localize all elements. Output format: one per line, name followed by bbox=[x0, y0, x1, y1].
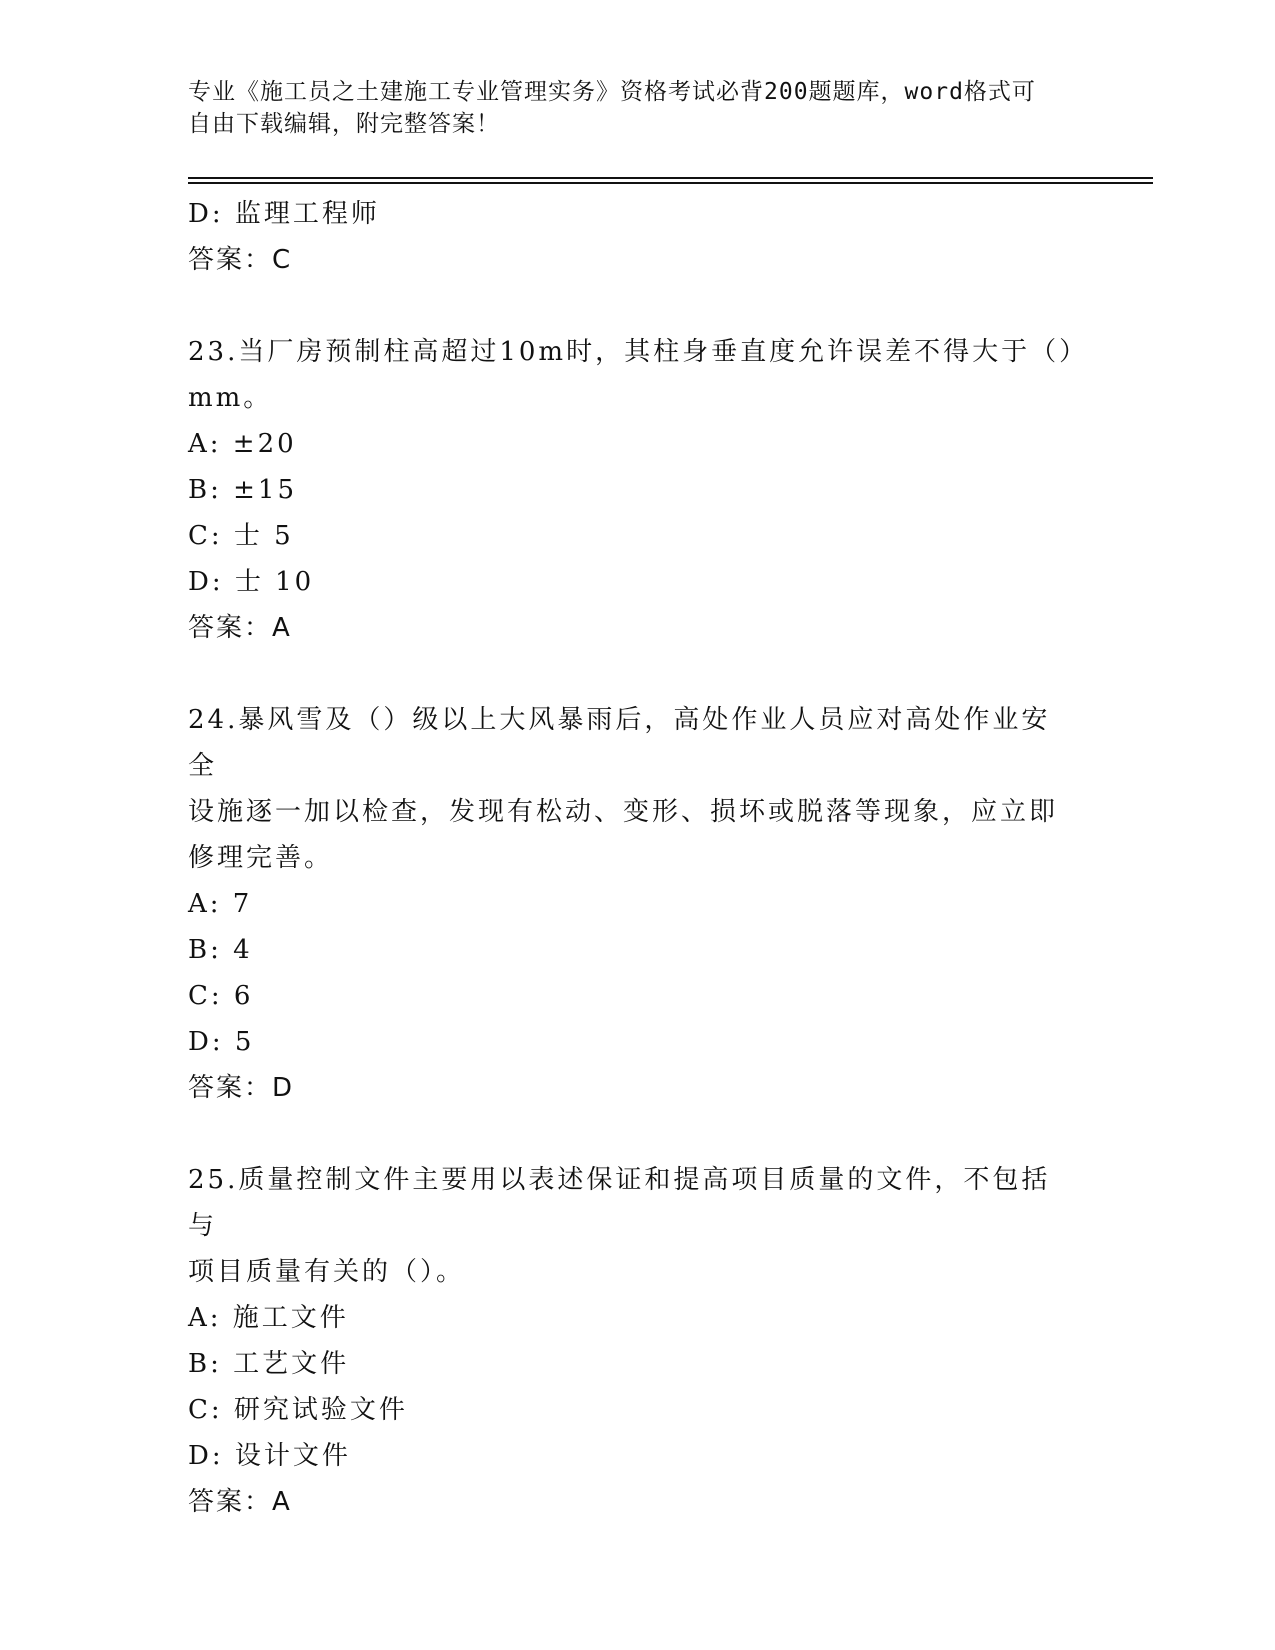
question-24 bbox=[188, 697, 1088, 1111]
spacer bbox=[188, 651, 1088, 697]
option-d: D: 监理工程师 bbox=[188, 199, 380, 229]
option-c: C: 士 5 bbox=[188, 521, 294, 551]
header-divider-bottom bbox=[188, 182, 1153, 184]
question-25 bbox=[188, 1157, 1088, 1525]
header-divider-top bbox=[188, 177, 1153, 179]
option-a: A: ±20 bbox=[188, 429, 297, 459]
stem-line: 修理完善。 bbox=[188, 843, 334, 873]
document-header bbox=[188, 76, 1068, 140]
stem-line: mm。 bbox=[188, 383, 273, 413]
option-a: A: 7 bbox=[188, 889, 253, 919]
option-c: C: 研究试验文件 bbox=[188, 1395, 408, 1425]
spacer bbox=[188, 283, 1088, 329]
answer-line: 答案：C bbox=[188, 245, 293, 275]
option-b: B: 工艺文件 bbox=[188, 1349, 350, 1379]
option-a: A: 施工文件 bbox=[188, 1303, 349, 1333]
question-list bbox=[188, 191, 1088, 1525]
stem-line: 24.暴风雪及（）级以上大风暴雨后，高处作业人员应对高处作业安全 bbox=[188, 705, 1051, 781]
question-stem bbox=[188, 1157, 1078, 1295]
header-title-line-1: 专业《施工员之土建施工专业管理实务》资格考试必背200题题库，word格式可 bbox=[188, 79, 1036, 105]
option-b: B: ±15 bbox=[188, 475, 297, 505]
stem-line: 设施逐一加以检查，发现有松动、变形、损坏或脱落等现象，应立即 bbox=[188, 797, 1059, 827]
stem-line: 25.质量控制文件主要用以表述保证和提高项目质量的文件，不包括与 bbox=[188, 1165, 1051, 1241]
answer-line: 答案：D bbox=[188, 1073, 295, 1103]
header-title-line-2: 自由下载编辑，附完整答案！ bbox=[188, 111, 500, 137]
previous-question-tail bbox=[188, 191, 1088, 283]
spacer bbox=[188, 1111, 1088, 1157]
stem-line: 23.当厂房预制柱高超过10m时，其柱身垂直度允许误差不得大于（） bbox=[188, 337, 1089, 367]
option-b: B: 4 bbox=[188, 935, 253, 965]
option-d: D: 设计文件 bbox=[188, 1441, 351, 1471]
question-23 bbox=[188, 329, 1088, 651]
option-c: C: 6 bbox=[188, 981, 254, 1011]
answer-line: 答案：A bbox=[188, 613, 292, 643]
option-d: D: 士 10 bbox=[188, 567, 315, 597]
answer-line: 答案：A bbox=[188, 1487, 292, 1517]
question-stem bbox=[188, 329, 1089, 421]
question-stem bbox=[188, 697, 1078, 881]
option-d: D: 5 bbox=[188, 1027, 255, 1057]
stem-line: 项目质量有关的（）。 bbox=[188, 1257, 466, 1287]
